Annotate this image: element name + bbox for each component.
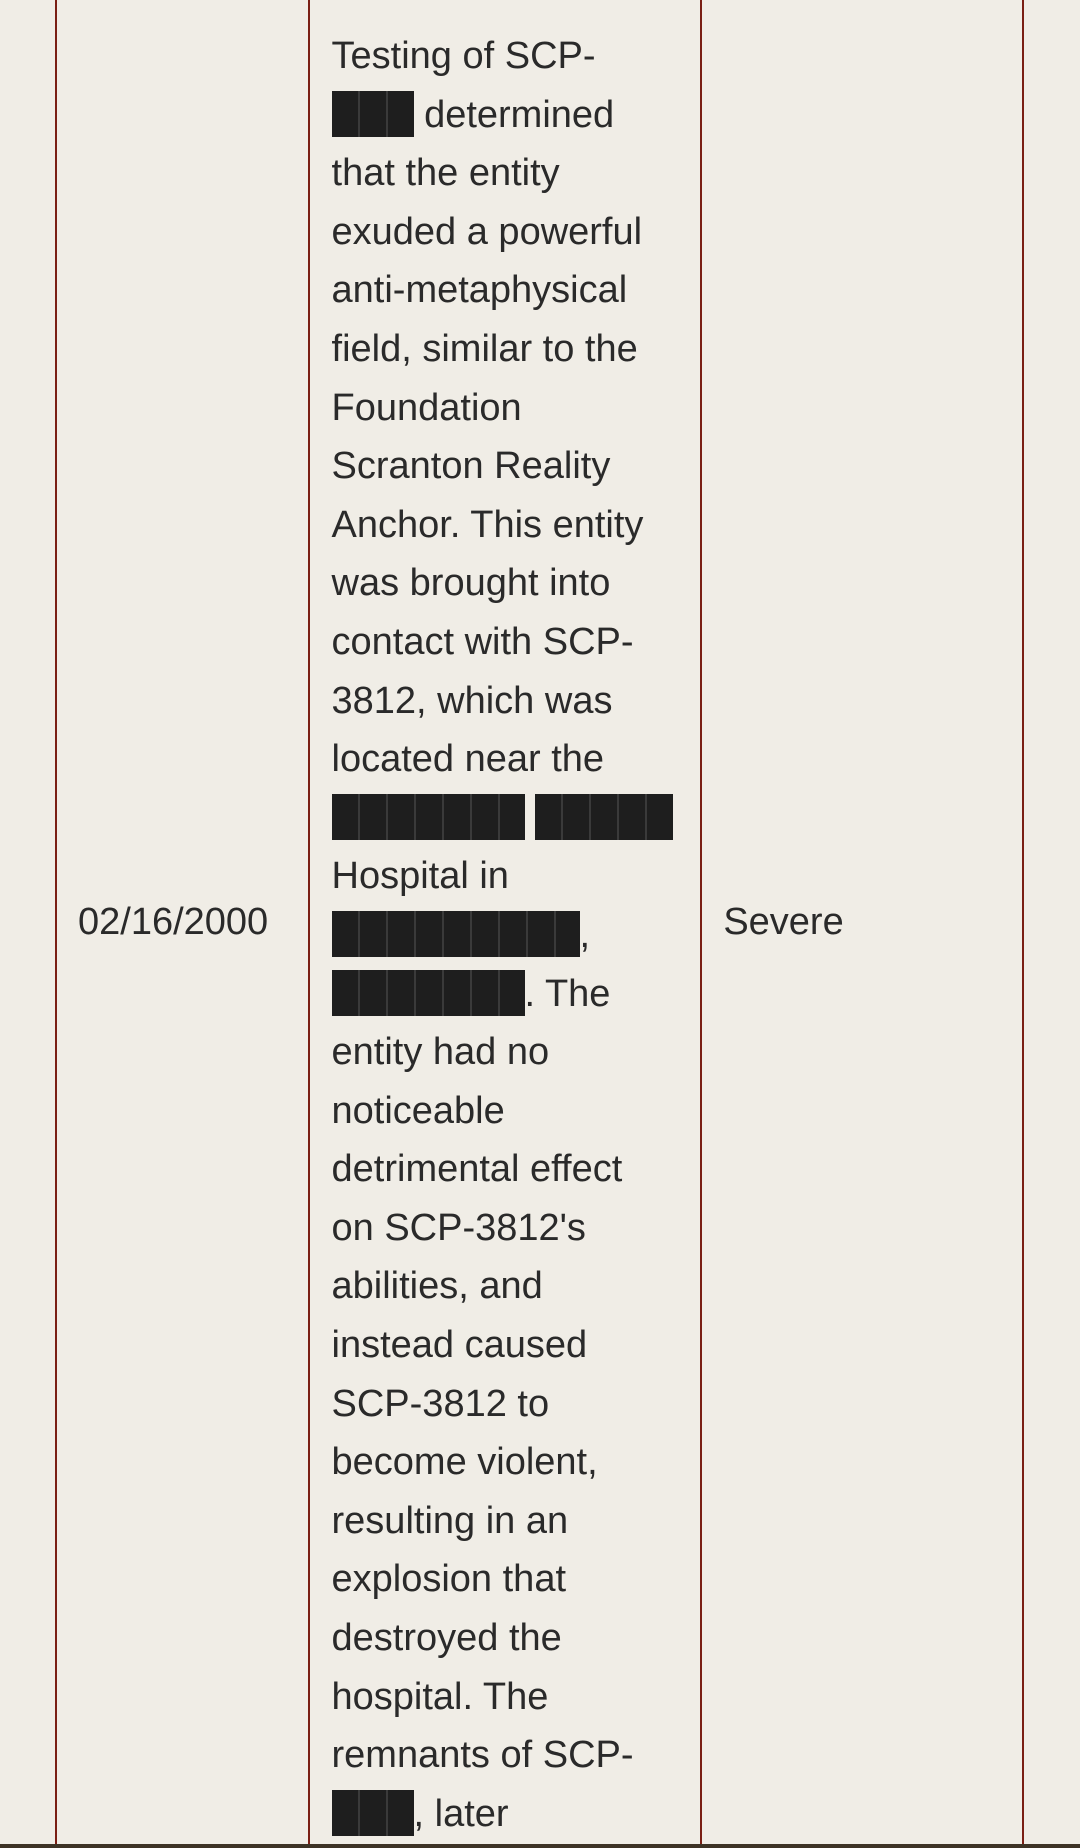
description-text: resulting in an — [331, 1499, 569, 1542]
description-cell — [309, 0, 702, 1845]
redaction-bar — [332, 911, 580, 957]
description-line — [332, 730, 683, 789]
description-line — [332, 1375, 683, 1434]
description-line — [332, 1785, 683, 1844]
description-text: SCP-3812 to — [331, 1382, 550, 1425]
bottom-divider — [0, 1844, 1080, 1848]
description-line — [332, 554, 683, 613]
description-line — [332, 1257, 683, 1316]
description-text: was brought into — [331, 562, 611, 605]
description-line — [332, 1492, 683, 1551]
description-line — [332, 672, 683, 731]
description-text: Hospital in — [331, 855, 509, 898]
description-line — [332, 789, 683, 848]
description-text: contact with SCP- — [331, 620, 634, 663]
incident-log-table — [55, 0, 1024, 1846]
description-text: determined — [413, 93, 615, 136]
description-line — [332, 86, 683, 145]
description-line — [332, 261, 683, 320]
description-text: Scranton Reality — [331, 445, 611, 488]
description-line — [332, 1550, 683, 1609]
description-line — [332, 1140, 683, 1199]
description-text: located near the — [331, 738, 605, 781]
description-text: detrimental effect — [331, 1148, 623, 1191]
description-line — [332, 27, 683, 86]
description-line — [332, 144, 683, 203]
description-text: explosion that — [331, 1558, 567, 1601]
description-line — [332, 379, 683, 438]
description-text: exuded a powerful — [331, 210, 643, 253]
description-text: anti-metaphysical — [331, 269, 628, 312]
description-line — [332, 320, 683, 379]
table-row — [56, 0, 1023, 1845]
description-text: become violent, — [331, 1441, 598, 1484]
redaction-bar — [332, 794, 525, 840]
description-line — [332, 1609, 683, 1668]
date-cell — [56, 0, 309, 1845]
description-text: destroyed the — [331, 1617, 562, 1660]
description-text: noticeable — [331, 1089, 505, 1132]
redaction-bar — [535, 794, 673, 840]
description-text: hospital. The — [331, 1675, 549, 1718]
description-text: abilities, and — [331, 1265, 543, 1308]
description-line — [332, 203, 683, 262]
description-text: entity had no — [331, 1031, 550, 1074]
description-line — [332, 1082, 683, 1141]
description-line — [332, 1668, 683, 1727]
description-text: . The — [524, 972, 611, 1015]
description-text: on SCP-3812's — [331, 1206, 586, 1249]
description-text: Foundation — [331, 386, 522, 429]
description-line — [332, 1316, 683, 1375]
description-line — [332, 496, 683, 555]
description-line — [332, 1433, 683, 1492]
description-text: , — [579, 913, 591, 956]
severity-cell — [701, 0, 1023, 1845]
redaction-bar — [332, 1790, 414, 1836]
description-text: instead caused — [331, 1324, 588, 1367]
description-text: field, similar to the — [331, 327, 638, 370]
description-line — [332, 1199, 683, 1258]
redaction-bar — [332, 91, 414, 137]
severity-value: Severe — [723, 901, 844, 943]
description-line — [332, 613, 683, 672]
description-line — [332, 965, 683, 1024]
description-text: Testing of SCP- — [331, 35, 596, 77]
description-line — [332, 906, 683, 965]
description-text: , later — [413, 1792, 509, 1835]
description-text: 3812, which was — [331, 679, 613, 722]
incident-date: 02/16/2000 — [78, 901, 269, 943]
description-line — [332, 1726, 683, 1785]
description-text: Anchor. This entity — [331, 503, 644, 546]
description-line — [332, 1023, 683, 1082]
description-line — [332, 847, 683, 906]
description-line — [332, 437, 683, 496]
description-text: remnants of SCP- — [331, 1734, 634, 1777]
redaction-bar — [332, 970, 525, 1016]
description-text: that the entity — [331, 152, 560, 195]
